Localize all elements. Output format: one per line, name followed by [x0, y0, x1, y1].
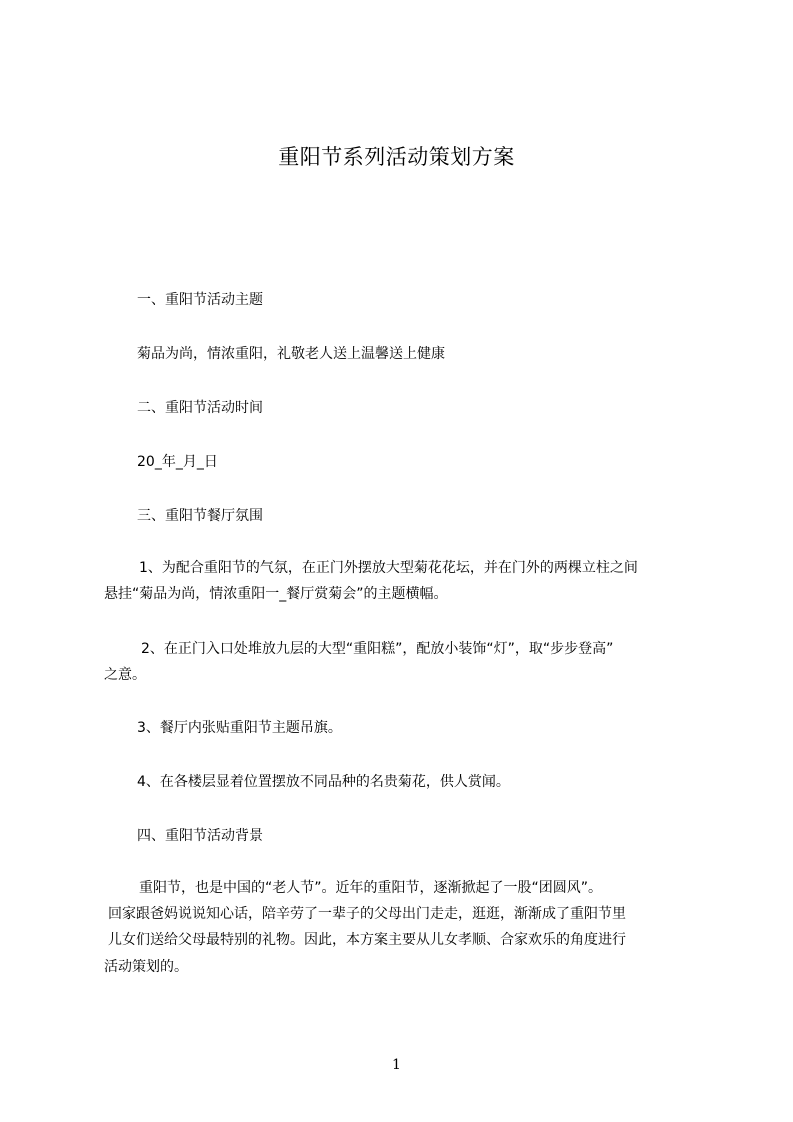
document-title: 重阳节系列活动策划方案 [278, 145, 515, 169]
page-number: 1 [392, 1057, 401, 1073]
paragraph-background-line-3: 儿女们送给父母最特别的礼物。因此，本方案主要从儿女孝顺、合家欢乐的角度进行 [108, 932, 626, 948]
paragraph-atmosphere-1-line-1: 1、为配合重阳节的气氛，在正门外摆放大型菊花花坛，并在门外的两棵立柱之间 [139, 560, 638, 576]
section-heading-background: 四、重阳节活动背景 [137, 828, 263, 844]
paragraph-atmosphere-1-line-2: 悬挂“菊品为尚，情浓重阳一_餐厅赏菊会”的主题横幅。 [104, 586, 448, 602]
paragraph-atmosphere-3: 3、餐厅内张贴重阳节主题吊旗。 [137, 720, 342, 736]
paragraph-atmosphere-2-line-2: 之意。 [104, 667, 146, 683]
paragraph-background-line-2: 回家跟爸妈说说知心话，陪辛劳了一辈子的父母出门走走，逛逛，渐渐成了重阳节里 [108, 906, 626, 922]
paragraph-atmosphere-4: 4、在各楼层显着位置摆放不同品种的名贵菊花，供人赏闻。 [137, 774, 510, 790]
section-heading-atmosphere: 三、重阳节餐厅氛围 [137, 508, 263, 524]
section-heading-time: 二、重阳节活动时间 [137, 400, 263, 416]
paragraph-theme: 菊品为尚，情浓重阳，礼敬老人送上温馨送上健康 [137, 346, 445, 362]
paragraph-time: 20_年_月_日 [137, 454, 218, 470]
section-heading-theme: 一、重阳节活动主题 [137, 292, 263, 308]
paragraph-atmosphere-2-line-1: 2、在正门入口处堆放九层的大型“重阳糕”，配放小装饰“灯”，取“步步登高” [141, 641, 614, 657]
paragraph-background-line-1: 重阳节，也是中国的“老人节”。近年的重阳节，逐渐掀起了一股“团圆风”。 [139, 880, 603, 896]
paragraph-background-line-4: 活动策划的。 [104, 959, 188, 975]
